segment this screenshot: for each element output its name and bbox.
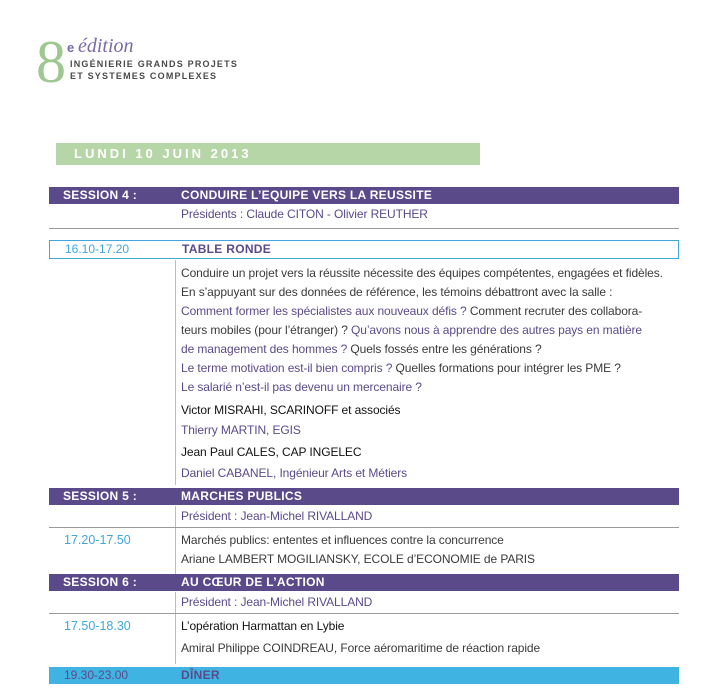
round-table-header bbox=[49, 240, 679, 259]
edition-number: 8 bbox=[36, 29, 66, 95]
session-6-speaker: Amiral Philippe COINDREAU, Force aéromaritime de réaction rapide bbox=[181, 641, 541, 655]
speaker-4: Daniel CABANEL, Ingénieur Arts et Métiers bbox=[181, 466, 408, 480]
session-5-title: MARCHES PUBLICS bbox=[181, 489, 303, 503]
event-subtitle-line2: ET SYSTEMES COMPLEXES bbox=[70, 71, 218, 81]
session-4-presidents: Présidents : Claude CITON - Olivier REUTHER bbox=[181, 207, 428, 221]
date-text: LUNDI 10 JUIN 2013 bbox=[74, 146, 252, 161]
question-5: Le terme motivation est-il bien compris ? bbox=[181, 361, 393, 375]
session-6-time: 17.50-18.30 bbox=[64, 619, 131, 633]
divider bbox=[49, 228, 679, 229]
round-table-intro-1: Conduire un projet vers la réussite nécessite des équipes compétentes, engagées et fidèles. bbox=[181, 266, 663, 280]
question-7: Le salarié n’est-il pas devenu un mercenaire ? bbox=[181, 380, 422, 394]
edition-suffix: e bbox=[67, 40, 75, 55]
question-3-start: Qu’avons nous à apprendre des autres pays en matière bbox=[347, 323, 642, 337]
session-5-talk-title: Marchés publics: ententes et influences contre la concurrence bbox=[181, 533, 504, 547]
session-6-header bbox=[49, 574, 679, 591]
column-divider bbox=[175, 592, 176, 664]
question-4: Quels fossés entre les générations ? bbox=[347, 342, 542, 356]
session-4-label: SESSION 4 : bbox=[63, 188, 137, 202]
dinner-header bbox=[49, 667, 679, 684]
question-6: Quelles formations pour intégrer les PME ? bbox=[392, 361, 621, 375]
round-table-question-line-3 bbox=[181, 342, 542, 356]
session-5-time: 17.20-17.50 bbox=[64, 533, 131, 547]
speaker-3: Jean Paul CALES, CAP INGELEC bbox=[181, 445, 362, 459]
divider bbox=[49, 527, 679, 528]
session-6-label: SESSION 6 : bbox=[63, 575, 137, 589]
round-table-time: 16.10-17.20 bbox=[65, 242, 130, 256]
session-5-president: Président : Jean-Michel RIVALLAND bbox=[181, 509, 373, 523]
question-3-end: de management des hommes ? bbox=[181, 342, 348, 356]
round-table-question-line-4 bbox=[181, 361, 621, 375]
divider bbox=[49, 613, 679, 614]
speaker-1: Victor MISRAHI, SCARINOFF et associés bbox=[181, 403, 401, 417]
dinner-title: DÎNER bbox=[181, 668, 220, 682]
session-4-header bbox=[49, 187, 679, 204]
column-divider bbox=[175, 260, 176, 485]
session-4-title: CONDUIRE L’EQUIPE VERS LA REUSSITE bbox=[181, 188, 433, 202]
edition-word: édition bbox=[78, 35, 134, 57]
session-5-speaker: Ariane LAMBERT MOGILIANSKY, ECOLE d’ECONOMIE de PARIS bbox=[181, 552, 535, 566]
round-table-question-line-1 bbox=[181, 304, 642, 318]
question-2-end: teurs mobiles (pour l’étranger) ? bbox=[181, 323, 348, 337]
question-1: Comment former les spécialistes aux nouveaux défis ? bbox=[181, 304, 467, 318]
session-6-title: AU CŒUR DE L’ACTION bbox=[181, 575, 325, 589]
round-table-question-line-2 bbox=[181, 323, 642, 337]
speaker-2: Thierry MARTIN, EGIS bbox=[181, 423, 301, 437]
dinner-time: 19.30-23.00 bbox=[64, 668, 129, 682]
round-table-title: TABLE RONDE bbox=[182, 242, 272, 256]
session-5-header bbox=[49, 488, 679, 505]
session-5-label: SESSION 5 : bbox=[63, 489, 137, 503]
column-divider bbox=[175, 506, 176, 574]
session-6-talk-title: L’opération Harmattan en Lybie bbox=[181, 619, 345, 633]
event-subtitle-line1: INGÉNIERIE GRANDS PROJETS bbox=[70, 59, 239, 69]
date-banner bbox=[56, 143, 480, 165]
question-2-start: Comment recruter des collabora- bbox=[466, 304, 643, 318]
round-table-intro-2: En s’appuyant sur des données de référence, les témoins débattront avec la salle : bbox=[181, 285, 613, 299]
session-6-president: Président : Jean-Michel RIVALLAND bbox=[181, 595, 373, 609]
